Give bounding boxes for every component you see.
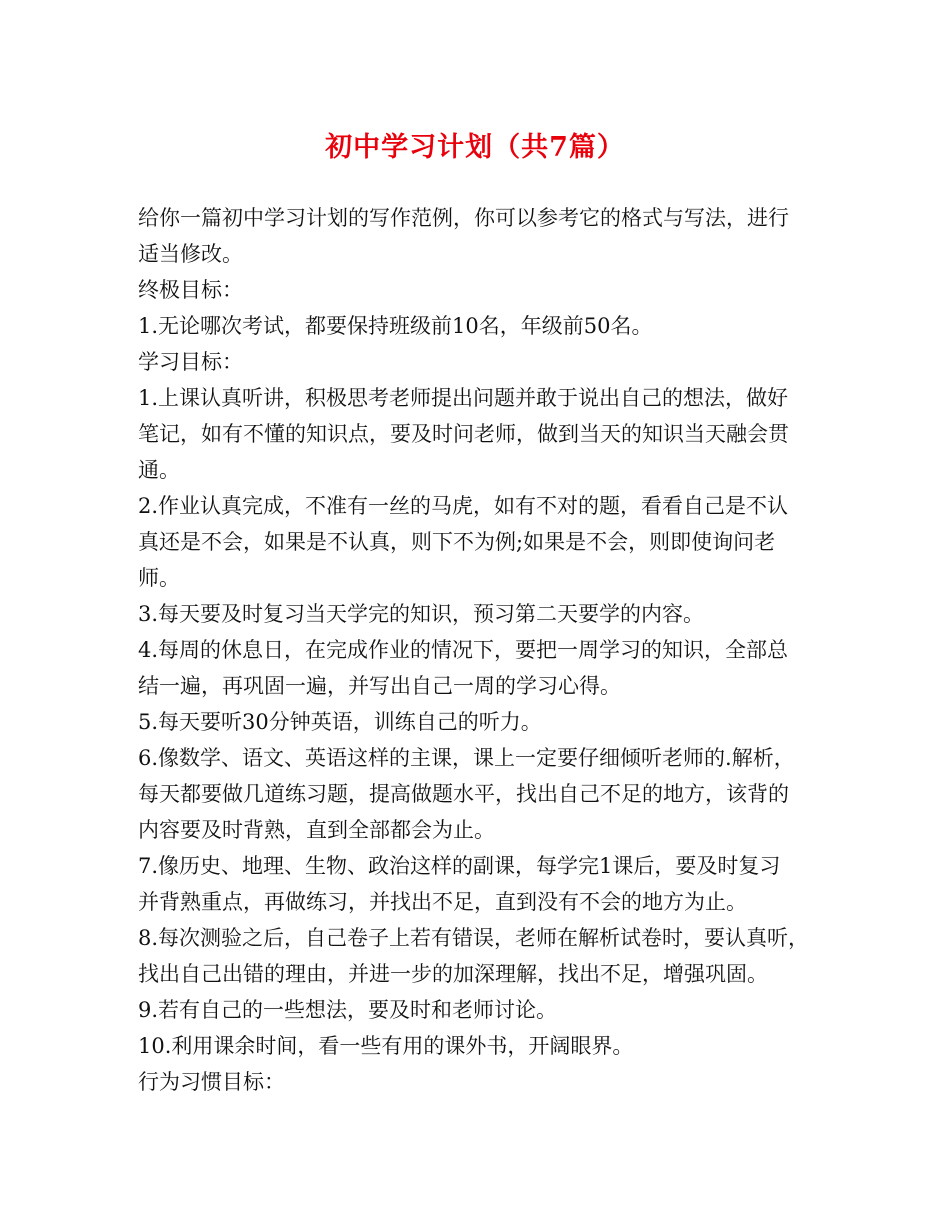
paragraph-line: 师。 — [138, 566, 180, 590]
paragraph-line: 结一遍，再巩固一遍，并写出自己一周的学习心得。 — [138, 674, 621, 698]
paragraph-line: 真还是不会，如果是不认真，则下不为例;如果是不会，则即使询问老 — [138, 530, 776, 554]
paragraph-line: 笔记，如有不懂的知识点，要及时问老师，做到当天的知识当天融会贯 — [138, 422, 789, 446]
paragraph-line: 内容要及时背熟，直到全部都会为止。 — [138, 818, 495, 842]
paragraph-line: 每天都要做几道练习题，提高做题水平，找出自己不足的地方，该背的 — [138, 782, 789, 806]
paragraph-line: 终极目标： — [138, 278, 243, 302]
paragraph-line: 找出自己出错的理由，并进一步的加深理解，找出不足，增强巩固。 — [138, 962, 768, 986]
paragraph-line: 5.每天要听30分钟英语，训练自己的听力。 — [138, 710, 542, 734]
document-title: 初中学习计划（共7篇） — [325, 132, 625, 163]
paragraph-line: 学习目标： — [138, 350, 243, 374]
paragraph-line: 并背熟重点，再做练习，并找出不足，直到没有不会的地方为止。 — [138, 890, 747, 914]
paragraph-line: 行为习惯目标： — [138, 1070, 285, 1094]
paragraph-line: 1.无论哪次考试，都要保持班级前10名，年级前50名。 — [138, 314, 653, 338]
document-body — [138, 200, 822, 1100]
paragraph-line: 1.上课认真听讲，积极思考老师提出问题并敢于说出自己的想法，做好 — [138, 386, 789, 410]
paragraph-line: 4.每周的休息日，在完成作业的情况下，要把一周学习的知识，全部总 — [138, 638, 789, 662]
paragraph-line: 3.每天要及时复习当天学完的知识，预习第二天要学的内容。 — [138, 602, 705, 626]
paragraph-line: 6.像数学、语文、英语这样的主课，课上一定要仔细倾听老师的.解析， — [138, 746, 795, 770]
paragraph-line: 适当修改。 — [138, 242, 243, 266]
paragraph-line: 给你一篇初中学习计划的写作范例，你可以参考它的格式与写法，进行 — [138, 206, 789, 230]
paragraph-line: 通。 — [138, 458, 180, 482]
paragraph-line: 7.像历史、地理、生物、政治这样的副课，每学完1课后，要及时复习 — [138, 854, 781, 878]
paragraph-line: 2.作业认真完成，不准有一丝的马虎，如有不对的题，看看自己是不认 — [138, 494, 789, 518]
paragraph-line: 8.每次测验之后，自己卷子上若有错误，老师在解析试卷时，要认真听， — [138, 926, 810, 950]
paragraph-line: 9.若有自己的一些想法，要及时和老师讨论。 — [138, 998, 558, 1022]
paragraph-line: 10.利用课余时间，看一些有用的课外书，开阔眼界。 — [138, 1034, 634, 1058]
